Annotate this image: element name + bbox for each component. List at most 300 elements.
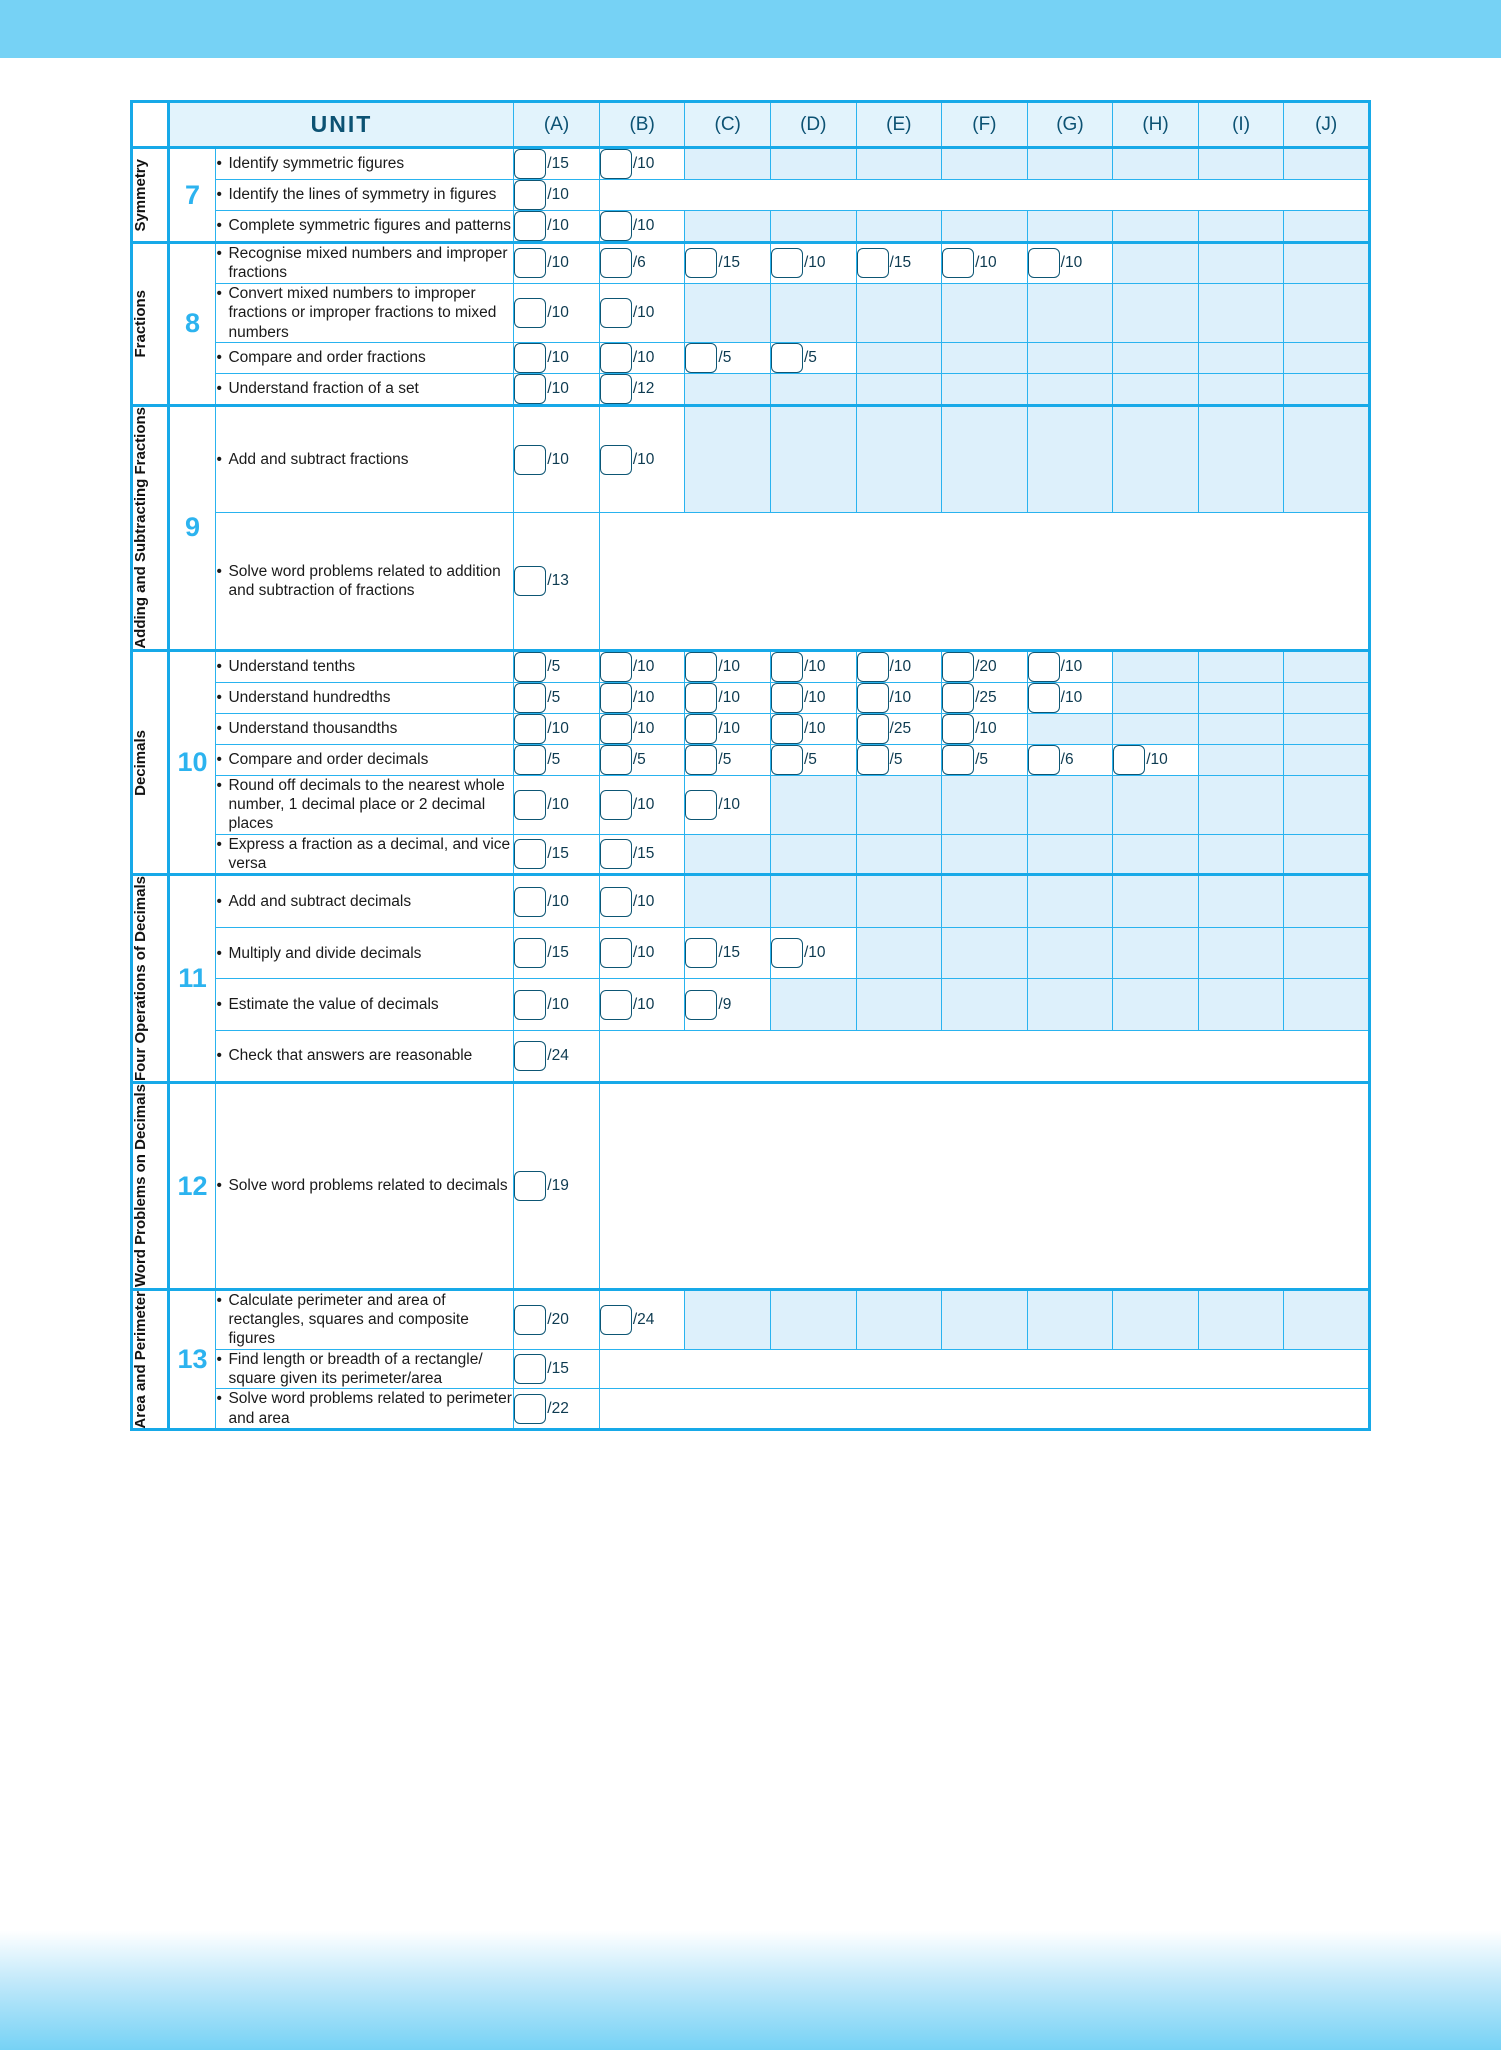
score-cell-c-empty — [685, 875, 771, 928]
score-cell-g-empty — [1027, 373, 1113, 405]
score-cell-a[interactable] — [514, 148, 600, 180]
score-input-box[interactable] — [514, 248, 546, 278]
score-cell-f[interactable] — [942, 744, 1028, 775]
score-cell-d-empty — [770, 775, 856, 834]
table-row — [132, 148, 1370, 180]
score-cell-i-empty — [1198, 682, 1284, 713]
score-input-box[interactable] — [514, 790, 546, 820]
score-cell-g[interactable] — [1027, 682, 1113, 713]
score-cell-b[interactable] — [599, 243, 685, 284]
score-cell-g-empty — [1027, 1289, 1113, 1349]
score-input-box[interactable] — [514, 990, 546, 1020]
score-cell-g[interactable] — [1027, 243, 1113, 284]
score-cell-a[interactable] — [514, 744, 600, 775]
score-input-box[interactable] — [514, 149, 546, 179]
score-input-box[interactable] — [685, 790, 717, 820]
score-input-box[interactable] — [600, 1305, 632, 1335]
score-input-box[interactable] — [514, 374, 546, 404]
score-cell-g-empty — [1027, 283, 1113, 342]
score-input-box[interactable] — [600, 374, 632, 404]
score-input-box[interactable] — [771, 683, 803, 713]
score-cell-e[interactable] — [856, 243, 942, 284]
objective-text: • Compare and order decimals — [216, 750, 513, 769]
score-input-box[interactable] — [600, 652, 632, 682]
header-row — [132, 102, 1370, 148]
score-denominator: /10 — [718, 688, 740, 706]
score-cell-f-empty — [942, 211, 1028, 243]
score-denominator: /5 — [547, 750, 561, 768]
score-cell-e[interactable] — [856, 682, 942, 713]
score-cell-f-empty — [942, 148, 1028, 180]
score-input-box[interactable] — [514, 298, 546, 328]
score-cell-d[interactable] — [770, 928, 856, 979]
score-denominator: /10 — [803, 688, 826, 706]
score-cell-e[interactable] — [856, 713, 942, 744]
score-input-box[interactable] — [685, 938, 717, 968]
objective-text: • Round off decimals to the nearest whole number, 1 decimal place or 2 decimal places — [216, 776, 513, 834]
score-cell-h-empty — [1113, 405, 1199, 513]
score-cell-j-empty — [1284, 834, 1370, 875]
score-cell-a[interactable] — [514, 211, 600, 243]
score-cell-i-empty — [1198, 211, 1284, 243]
score-cell-e-empty — [856, 775, 942, 834]
score-cell-d[interactable] — [770, 650, 856, 682]
score-cell-merged-blank — [599, 1349, 1369, 1389]
score-cell-e-empty — [856, 283, 942, 342]
score-input-box[interactable] — [600, 298, 632, 328]
score-input-box[interactable] — [514, 1041, 546, 1071]
score-denominator: /5 — [975, 750, 989, 768]
score-input-box[interactable] — [514, 343, 546, 373]
score-input-box[interactable] — [600, 990, 632, 1020]
score-input-box[interactable] — [857, 745, 889, 775]
score-denominator: /15 — [547, 155, 569, 172]
score-input-box[interactable] — [685, 652, 717, 682]
score-cell-a[interactable] — [514, 834, 600, 875]
score-denominator: /25 — [889, 719, 912, 737]
score-cell-f[interactable] — [942, 682, 1028, 713]
table-row — [132, 834, 1370, 875]
score-input-box[interactable] — [857, 683, 889, 713]
score-input-box[interactable] — [600, 790, 632, 820]
score-input-box[interactable] — [600, 343, 632, 373]
score-cell-d-empty — [770, 373, 856, 405]
score-denominator: /5 — [547, 657, 561, 675]
score-cell-h-empty — [1113, 775, 1199, 834]
header-side-spacer — [132, 102, 169, 148]
score-cell-a[interactable] — [514, 1030, 600, 1083]
table-row — [132, 1289, 1370, 1349]
score-input-box[interactable] — [942, 745, 974, 775]
score-cell-e-empty — [856, 373, 942, 405]
score-cell-a[interactable] — [514, 1389, 600, 1430]
score-input-box[interactable] — [857, 248, 889, 278]
score-denominator: /5 — [718, 348, 732, 366]
score-input-box[interactable] — [685, 745, 717, 775]
score-cell-b[interactable] — [599, 682, 685, 713]
score-cell-e-empty — [856, 875, 942, 928]
score-input-box[interactable] — [771, 652, 803, 682]
score-cell-a[interactable] — [514, 283, 600, 342]
score-cell-d-empty — [770, 834, 856, 875]
objective-text: • Understand tenths — [216, 657, 513, 676]
score-denominator: /10 — [1060, 254, 1083, 272]
score-cell-c[interactable] — [685, 243, 771, 284]
score-input-box[interactable] — [514, 1171, 546, 1201]
score-cell-b[interactable] — [599, 650, 685, 682]
header-column-d: (D) — [770, 102, 856, 148]
score-input-box[interactable] — [1113, 745, 1145, 775]
strand-label-text: Word Problems on Decimals — [132, 1084, 149, 1288]
objective-text: • Identify the lines of symmetry in figures — [216, 185, 513, 204]
score-cell-c-empty — [685, 1289, 771, 1349]
table-row — [132, 1349, 1370, 1389]
score-cell-b[interactable] — [599, 1289, 685, 1349]
score-cell-c-empty — [685, 283, 771, 342]
score-input-box[interactable] — [514, 714, 546, 744]
objective-cell — [216, 1349, 514, 1389]
unit-number-cell: 8 — [168, 243, 216, 406]
score-denominator: /22 — [547, 1399, 569, 1417]
objective-cell — [216, 513, 514, 650]
objective-text: • Recognise mixed numbers and improper fractions — [216, 244, 513, 283]
score-denominator: /15 — [718, 254, 740, 272]
score-cell-h-empty — [1113, 148, 1199, 180]
strand-label-text: Four Operations of Decimals — [132, 876, 149, 1082]
score-cell-b[interactable] — [599, 713, 685, 744]
score-cell-b[interactable] — [599, 834, 685, 875]
score-input-box[interactable] — [771, 938, 803, 968]
score-cell-b[interactable] — [599, 979, 685, 1030]
score-cell-b[interactable] — [599, 775, 685, 834]
score-cell-g-empty — [1027, 875, 1113, 928]
score-denominator: /10 — [632, 892, 655, 910]
score-cell-d-empty — [770, 875, 856, 928]
score-denominator: /10 — [803, 657, 826, 675]
header-column-e: (E) — [856, 102, 942, 148]
score-denominator: /6 — [1060, 750, 1074, 768]
table-row — [132, 373, 1370, 405]
strand-label-text: Decimals — [132, 729, 149, 796]
table-row — [132, 928, 1370, 979]
score-input-box[interactable] — [685, 248, 717, 278]
score-cell-b[interactable] — [599, 148, 685, 180]
score-cell-d[interactable] — [770, 713, 856, 744]
strand-label-cell — [132, 1083, 169, 1289]
score-input-box[interactable] — [600, 248, 632, 278]
score-cell-c[interactable] — [685, 650, 771, 682]
score-cell-c[interactable] — [685, 682, 771, 713]
score-cell-f[interactable] — [942, 650, 1028, 682]
top-decorative-band — [0, 0, 1501, 58]
score-input-box[interactable] — [1028, 683, 1060, 713]
table-header — [132, 102, 1370, 148]
objective-text: • Multiply and divide decimals — [216, 944, 513, 963]
table-row — [132, 1030, 1370, 1083]
score-input-box[interactable] — [1028, 248, 1060, 278]
strand-label-text: Fractions — [132, 290, 149, 358]
score-cell-d-empty — [770, 211, 856, 243]
score-denominator: /24 — [547, 1047, 569, 1065]
score-cell-a[interactable] — [514, 1349, 600, 1389]
score-input-box[interactable] — [514, 887, 546, 917]
score-input-box[interactable] — [514, 839, 546, 869]
score-cell-a[interactable] — [514, 342, 600, 373]
score-cell-h[interactable] — [1113, 744, 1199, 775]
score-cell-b[interactable] — [599, 928, 685, 979]
score-cell-e[interactable] — [856, 744, 942, 775]
score-cell-d-empty — [770, 405, 856, 513]
score-cell-h-empty — [1113, 1289, 1199, 1349]
score-input-box[interactable] — [1028, 652, 1060, 682]
score-cell-i-empty — [1198, 834, 1284, 875]
table-row — [132, 1083, 1370, 1289]
score-denominator: /10 — [632, 450, 655, 468]
score-cell-i-empty — [1198, 713, 1284, 744]
score-input-box[interactable] — [685, 683, 717, 713]
score-denominator: /10 — [632, 155, 655, 172]
score-input-box[interactable] — [600, 445, 632, 475]
score-denominator: /10 — [547, 379, 569, 397]
strand-label-text: Area and Perimeter — [132, 1290, 149, 1429]
score-cell-a[interactable] — [514, 243, 600, 284]
score-cell-j-empty — [1284, 744, 1370, 775]
objective-cell — [216, 744, 514, 775]
score-cell-g[interactable] — [1027, 744, 1113, 775]
score-cell-e-empty — [856, 148, 942, 180]
score-cell-i-empty — [1198, 928, 1284, 979]
score-cell-a[interactable] — [514, 682, 600, 713]
score-cell-b[interactable] — [599, 405, 685, 513]
objective-cell — [216, 834, 514, 875]
score-cell-g-empty — [1027, 928, 1113, 979]
score-denominator: /15 — [547, 1360, 569, 1378]
score-cell-a[interactable] — [514, 180, 600, 211]
score-input-box[interactable] — [685, 343, 717, 373]
strand-label-text: Symmetry — [132, 158, 149, 232]
header-column-c: (C) — [685, 102, 771, 148]
score-cell-e-empty — [856, 211, 942, 243]
score-denominator: /10 — [632, 719, 655, 737]
score-cell-merged-blank — [599, 1389, 1369, 1430]
score-denominator: /10 — [632, 348, 655, 366]
score-input-box[interactable] — [1028, 745, 1060, 775]
score-input-box[interactable] — [514, 180, 546, 210]
score-denominator: /5 — [889, 750, 903, 768]
score-cell-e-empty — [856, 1289, 942, 1349]
score-input-box[interactable] — [857, 652, 889, 682]
score-cell-g-empty — [1027, 148, 1113, 180]
score-cell-b[interactable] — [599, 373, 685, 405]
table-row — [132, 875, 1370, 928]
score-cell-d[interactable] — [770, 243, 856, 284]
score-cell-a[interactable] — [514, 513, 600, 650]
score-input-box[interactable] — [771, 343, 803, 373]
score-cell-a[interactable] — [514, 405, 600, 513]
objective-text: • Estimate the value of decimals — [216, 995, 513, 1014]
score-input-box[interactable] — [514, 745, 546, 775]
score-input-box[interactable] — [600, 683, 632, 713]
score-input-box[interactable] — [685, 714, 717, 744]
score-cell-f-empty — [942, 834, 1028, 875]
score-cell-h-empty — [1113, 834, 1199, 875]
header-column-i: (I) — [1198, 102, 1284, 148]
header-unit-title: UNIT — [168, 102, 514, 148]
score-input-box[interactable] — [514, 1305, 546, 1335]
score-input-box[interactable] — [600, 938, 632, 968]
score-input-box[interactable] — [600, 149, 632, 179]
score-cell-h-empty — [1113, 875, 1199, 928]
score-cell-c[interactable] — [685, 713, 771, 744]
score-cell-i-empty — [1198, 148, 1284, 180]
score-cell-g[interactable] — [1027, 650, 1113, 682]
table-row — [132, 342, 1370, 373]
score-input-box[interactable] — [942, 714, 974, 744]
score-denominator: /10 — [1146, 750, 1168, 768]
score-input-box[interactable] — [857, 714, 889, 744]
table-row — [132, 243, 1370, 284]
score-input-box[interactable] — [514, 938, 546, 968]
score-cell-c-empty — [685, 148, 771, 180]
score-input-box[interactable] — [771, 745, 803, 775]
objective-cell — [216, 875, 514, 928]
score-cell-a[interactable] — [514, 775, 600, 834]
objective-cell — [216, 1030, 514, 1083]
score-denominator: /5 — [803, 750, 817, 768]
score-input-box[interactable] — [514, 1354, 546, 1384]
table-row — [132, 180, 1370, 211]
score-cell-a[interactable] — [514, 373, 600, 405]
score-cell-f-empty — [942, 979, 1028, 1030]
score-input-box[interactable] — [514, 1394, 546, 1424]
score-cell-j-empty — [1284, 148, 1370, 180]
score-input-box[interactable] — [514, 445, 546, 475]
score-cell-c[interactable] — [685, 775, 771, 834]
score-input-box[interactable] — [942, 248, 974, 278]
score-denominator: /5 — [632, 750, 646, 768]
score-cell-e[interactable] — [856, 650, 942, 682]
score-cell-d[interactable] — [770, 682, 856, 713]
table-row — [132, 682, 1370, 713]
score-cell-g-empty — [1027, 342, 1113, 373]
score-input-box[interactable] — [942, 683, 974, 713]
score-input-box[interactable] — [771, 248, 803, 278]
score-denominator: /15 — [547, 944, 569, 962]
score-cell-b[interactable] — [599, 211, 685, 243]
score-denominator: /12 — [632, 379, 655, 397]
header-column-g: (G) — [1027, 102, 1113, 148]
strand-label-cell — [132, 243, 169, 406]
score-denominator: /10 — [632, 217, 655, 234]
score-cell-a[interactable] — [514, 928, 600, 979]
score-cell-g-empty — [1027, 979, 1113, 1030]
score-input-box[interactable] — [600, 211, 632, 241]
score-cell-c[interactable] — [685, 744, 771, 775]
score-cell-f[interactable] — [942, 713, 1028, 744]
score-cell-i-empty — [1198, 650, 1284, 682]
score-cell-d-empty — [770, 979, 856, 1030]
score-cell-a[interactable] — [514, 713, 600, 744]
score-input-box[interactable] — [600, 839, 632, 869]
unit-number-cell: 12 — [168, 1083, 216, 1289]
score-cell-a[interactable] — [514, 979, 600, 1030]
objective-text: • Find length or breadth of a rectangle/ square given its perimeter/area — [216, 1350, 513, 1389]
objective-text: • Add and subtract fractions — [216, 450, 513, 469]
score-cell-j-empty — [1284, 405, 1370, 513]
score-cell-b[interactable] — [599, 875, 685, 928]
objective-cell — [216, 342, 514, 373]
score-input-box[interactable] — [600, 887, 632, 917]
score-denominator: /24 — [632, 1310, 655, 1328]
unit-number-cell: 10 — [168, 650, 216, 875]
objective-cell — [216, 1389, 514, 1430]
score-input-box[interactable] — [771, 714, 803, 744]
score-cell-c[interactable] — [685, 928, 771, 979]
objective-cell — [216, 775, 514, 834]
score-denominator: /9 — [718, 995, 732, 1013]
score-input-box[interactable] — [514, 683, 546, 713]
score-input-box[interactable] — [514, 652, 546, 682]
objective-cell — [216, 243, 514, 284]
objective-text: • Convert mixed numbers to improper fractions or improper fractions to mixed numbers — [216, 284, 513, 342]
objective-cell — [216, 211, 514, 243]
score-cell-b[interactable] — [599, 744, 685, 775]
strand-label-cell — [132, 650, 169, 875]
score-cell-j-empty — [1284, 713, 1370, 744]
header-column-j: (J) — [1284, 102, 1370, 148]
score-cell-h-empty — [1113, 650, 1199, 682]
objective-text: • Understand fraction of a set — [216, 379, 513, 398]
score-cell-j-empty — [1284, 211, 1370, 243]
score-cell-d[interactable] — [770, 744, 856, 775]
score-cell-a[interactable] — [514, 1289, 600, 1349]
score-cell-b[interactable] — [599, 283, 685, 342]
score-input-box[interactable] — [600, 745, 632, 775]
score-cell-i-empty — [1198, 775, 1284, 834]
table-row — [132, 283, 1370, 342]
score-input-box[interactable] — [600, 714, 632, 744]
score-cell-d[interactable] — [770, 342, 856, 373]
score-cell-b[interactable] — [599, 342, 685, 373]
score-cell-c[interactable] — [685, 342, 771, 373]
score-cell-i-empty — [1198, 373, 1284, 405]
objective-cell — [216, 180, 514, 211]
score-cell-c[interactable] — [685, 979, 771, 1030]
score-input-box[interactable] — [514, 566, 546, 596]
score-input-box[interactable] — [942, 652, 974, 682]
score-cell-f[interactable] — [942, 243, 1028, 284]
score-cell-a[interactable] — [514, 1083, 600, 1289]
score-cell-a[interactable] — [514, 875, 600, 928]
score-cell-e-empty — [856, 342, 942, 373]
score-cell-j-empty — [1284, 775, 1370, 834]
score-cell-g-empty — [1027, 405, 1113, 513]
objective-cell — [216, 650, 514, 682]
score-cell-i-empty — [1198, 979, 1284, 1030]
score-cell-a[interactable] — [514, 650, 600, 682]
score-cell-g-empty — [1027, 834, 1113, 875]
score-denominator: /10 — [718, 795, 740, 813]
score-denominator: /10 — [547, 892, 569, 910]
score-input-box[interactable] — [514, 211, 546, 241]
unit-number-cell: 13 — [168, 1289, 216, 1430]
header-column-h: (H) — [1113, 102, 1199, 148]
score-cell-f-empty — [942, 405, 1028, 513]
objective-cell — [216, 373, 514, 405]
score-input-box[interactable] — [685, 990, 717, 1020]
table-row — [132, 979, 1370, 1030]
score-cell-d-empty — [770, 283, 856, 342]
